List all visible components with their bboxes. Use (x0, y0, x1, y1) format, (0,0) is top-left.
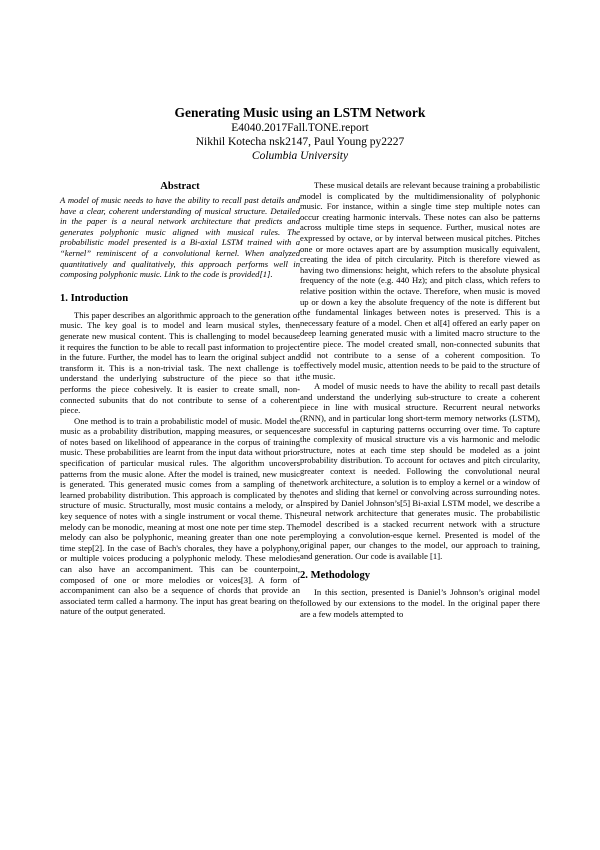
introduction-paragraph-4: A model of music needs to have the ability to recall past details and understand the underlying sub-structure to create a coherent piece in line with musical structure. Recurrent neural networks (RNN), and in particular long short-term memory networks (LSTM), are successful in capturing patterns occurring over time. To capture the complexity of musical structure vis a vis harmonic and melodic structure, notes at each time step should be modeled as a joint probability distribution. To account for octaves and pitch circularity, greater context is needed. Following the convolutional neural network architecture, a solution is to employ a kernel or a window of notes and sliding that kernel or convolving across surrounding notes. Inspired by Daniel Johnson’s[5] Bi-axial LSTM model, we describe a neural network architecture that generates music. The probabilistic model described is a stacked recurrent network with a structure employing a convolution-esque kernel. Presented is model of the original paper, our changes to the model, our approach to training, and generation. Our code is available [1]. (300, 381, 540, 561)
methodology-heading: 2. Methodology (300, 570, 371, 582)
introduction-paragraph-3: These musical details are relevant because training a probabilistic model is complicated by the multidimensionality of polyphonic music. For instance, within a single time step multiple notes can occur creating harmonic intervals. These notes can also be patterns across multiple time steps in sequence. Further, musical notes are expressed by octave, or by interval between musical pitches. Pitches one or more octaves apart are by assumption musically equivalent, creating the idea of pitch circularity. Pitch is therefore viewed as having two dimensions: height, which refers to the absolute physical frequency of the note (e.g. 440 Hz); and pitch class, which refers to relative position within the octave. Therefore, when music is moved up or down a key the absolute frequency of the note is different but the fundamental linkages between notes is preserved. This is a necessary feature of a model. Chen et al[4] offered an early paper on deep learning generated music with a limited macro structure to the entire piece. The model created small, non-connected subunits that did not contribute to a sense of a coherent composition. To effectively model music, attention needs to be paid to the structure of the music. (300, 180, 540, 381)
paper-title: Generating Music using an LSTM Network (174, 105, 426, 120)
abstract-heading: Abstract (160, 181, 200, 192)
abstract-text: A model of music needs to have the ability to recall past details and have a clear, coherent understanding of musical structure. Detailed in the paper is a neural network architecture that predicts and generates polyphonic music aligned with musical rules. The probabilistic model presented is a Bi-axial LSTM trained with a “kernel” reminiscent of a convolutional kernel. When analyzed quantitatively and qualitatively, this approach performs well in composing polyphonic music. Link to the code is provided[1]. (60, 195, 300, 280)
authors: Nikhil Kotecha nsk2147, Paul Young py2227 (195, 136, 405, 148)
right-column (300, 180, 540, 619)
institution: Columbia University (251, 150, 349, 162)
report-id: E4040.2017Fall.TONE.report (231, 122, 369, 134)
introduction-paragraph-1: This paper describes an algorithmic approach to the generation of music. The key goal is to model and learn musical styles, then generate new musical content. This is challenging to model because it requires the function to be able to recall past information to project in the future. Further, the model has to learn the original subject and transform it. This is a non-trivial task. The next challenge is to understand the underlying substructure of the piece so that it performs the piece cohesively. It is easier to create small, non-connected subunits that do not contribute to sense of a coherent piece. (60, 309, 300, 416)
introduction-paragraph-2: One method is to train a probabilistic model of music. Model the music as a probability distribution, mapping measures, or sequences of notes based on likelihood of appearance in the corpus of training music. These probabilities are learnt from the input data without prior specification of particular musical rules. The algorithm uncovers patterns from the music alone. After the model is trained, new music is generated. This generated music comes from a sampling of the learned probability distribution. This approach is complicated by the structure of music. Structurally, most music contains a melody, or a key sequence of notes with a single instrument or vocal theme. This melody can be monodic, meaning at most one note per time step. The melody can also be polyphonic, meaning greater than one note per time step[2]. In the case of Bach's chorales, they have a polyphony, or multiple voices producing a polyphonic melody. These melodies can also have an accompaniment. This can be counterpoint, composed of one or more melodies or voices[3]. A form of accompaniment can also be a sequence of chords that provide an associated term called a harmony. The input has great bearing on the nature of the output generated. (60, 415, 300, 617)
left-column (60, 180, 300, 617)
title-block (0, 105, 600, 163)
introduction-heading: 1. Introduction (60, 292, 129, 304)
methodology-paragraph-1: In this section, presented is Daniel’s Johnson’s original model followed by our extensions to the model. In the original paper there are a few models attempted to (300, 587, 540, 619)
